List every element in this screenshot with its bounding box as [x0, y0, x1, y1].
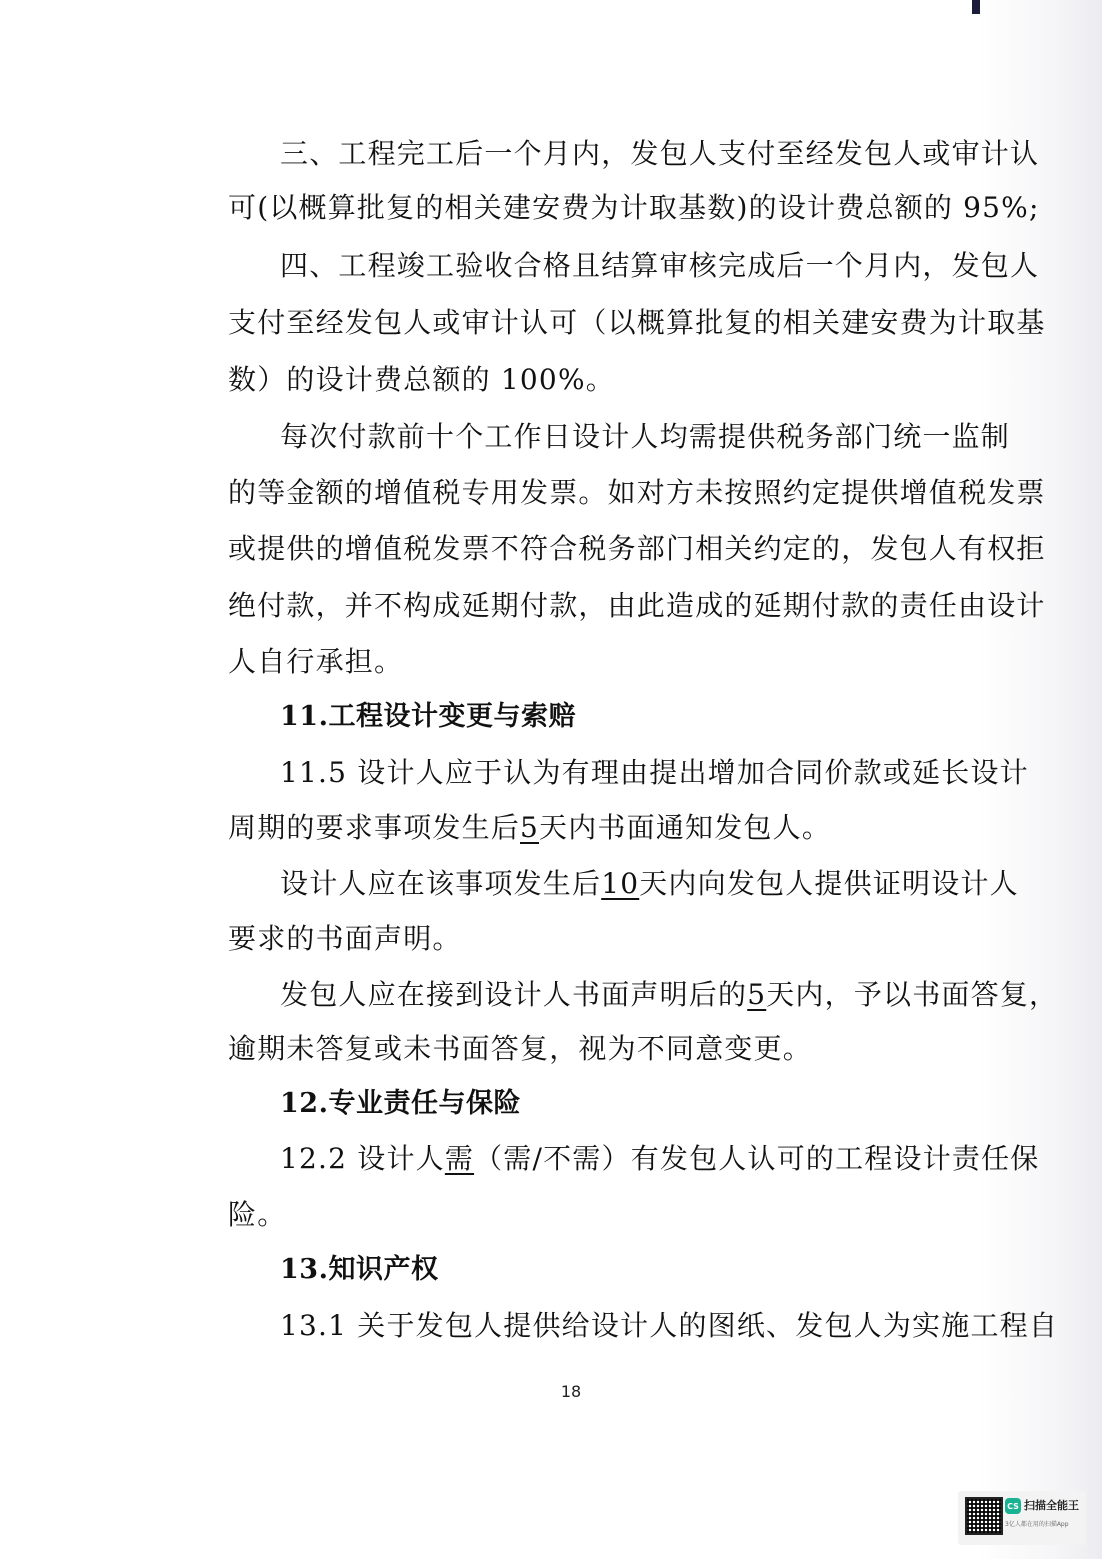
qr-code-icon	[965, 1497, 1003, 1535]
invoice-paragraph-line-2: 的等金额的增值税专用发票。如对方未按照约定提供增值税发票	[228, 476, 1046, 509]
text-segment: 天内向发包人提供证明设计人	[639, 867, 1019, 900]
payment-term-3-line-1: 三、工程完工后一个月内，发包人支付至经发包人或审计认	[280, 137, 1040, 170]
underlined-days-value: 5	[520, 811, 540, 844]
clause-11-5-line-1: 11.5 设计人应于认为有理由提出增加合同价款或延长设计	[280, 756, 1029, 789]
payment-term-4-line-3: 数）的设计费总额的 100%。	[228, 363, 615, 396]
underlined-choice-value: 需	[444, 1142, 475, 1175]
invoice-paragraph-line-1: 每次付款前十个工作日设计人均需提供税务部门统一监制	[280, 420, 1011, 453]
clause-12-2-line-2: 险。	[228, 1198, 287, 1231]
watermark-app-name: 扫描全能王	[1024, 1499, 1079, 1512]
payment-term-3-line-2: 可(以概算批复的相关建安费为计取基数)的设计费总额的 95%;	[228, 191, 1040, 224]
scan-corner-mark	[972, 0, 980, 14]
text-segment: 天内书面通知发包人。	[539, 811, 832, 844]
statement-deadline-line-1	[280, 864, 1019, 904]
scanner-app-watermark	[958, 1491, 1086, 1545]
text-segment: 12.2 设计人	[280, 1142, 445, 1175]
clause-11-5-line-2	[228, 808, 831, 848]
text-segment: 设计人应在该事项发生后	[280, 867, 602, 900]
text-segment: （需/不需）有发包人认可的工程设计责任保	[474, 1142, 1040, 1175]
camscanner-logo-icon: CS	[1005, 1498, 1021, 1514]
invoice-paragraph-line-3: 或提供的增值税发票不符合税务部门相关约定的，发包人有权拒	[228, 532, 1046, 565]
payment-term-4-line-2: 支付至经发包人或审计认可（以概算批复的相关建安费为计取基	[228, 306, 1046, 339]
section-13-heading: 13.知识产权	[280, 1254, 439, 1285]
page-number: 18	[560, 1382, 582, 1401]
text-segment: 周期的要求事项发生后	[228, 811, 521, 844]
underlined-days-value: 5	[747, 978, 767, 1011]
clause-13-1-line-1: 13.1 关于发包人提供给设计人的图纸、发包人为实施工程自	[280, 1309, 1059, 1342]
clause-12-2-line-1	[280, 1139, 1040, 1179]
statement-deadline-line-2: 要求的书面声明。	[228, 922, 462, 955]
watermark-tagline: 3亿人都在用的扫描App	[1005, 1521, 1069, 1528]
section-12-heading: 12.专业责任与保险	[280, 1088, 521, 1119]
payment-term-4-line-1: 四、工程竣工验收合格且结算审核完成后一个月内，发包人	[280, 249, 1040, 282]
invoice-paragraph-line-5: 人自行承担。	[228, 645, 404, 678]
section-11-heading: 11.工程设计变更与索赔	[280, 701, 576, 732]
underlined-days-value: 10	[601, 867, 640, 900]
text-segment: 天内，予以书面答复，	[766, 978, 1059, 1011]
reply-deadline-line-1	[280, 975, 1058, 1015]
reply-deadline-line-2: 逾期未答复或未书面答复，视为不同意变更。	[228, 1032, 813, 1065]
text-segment: 发包人应在接到设计人书面声明后的	[280, 978, 748, 1011]
invoice-paragraph-line-4: 绝付款，并不构成延期付款，由此造成的延期付款的责任由设计	[228, 589, 1046, 622]
